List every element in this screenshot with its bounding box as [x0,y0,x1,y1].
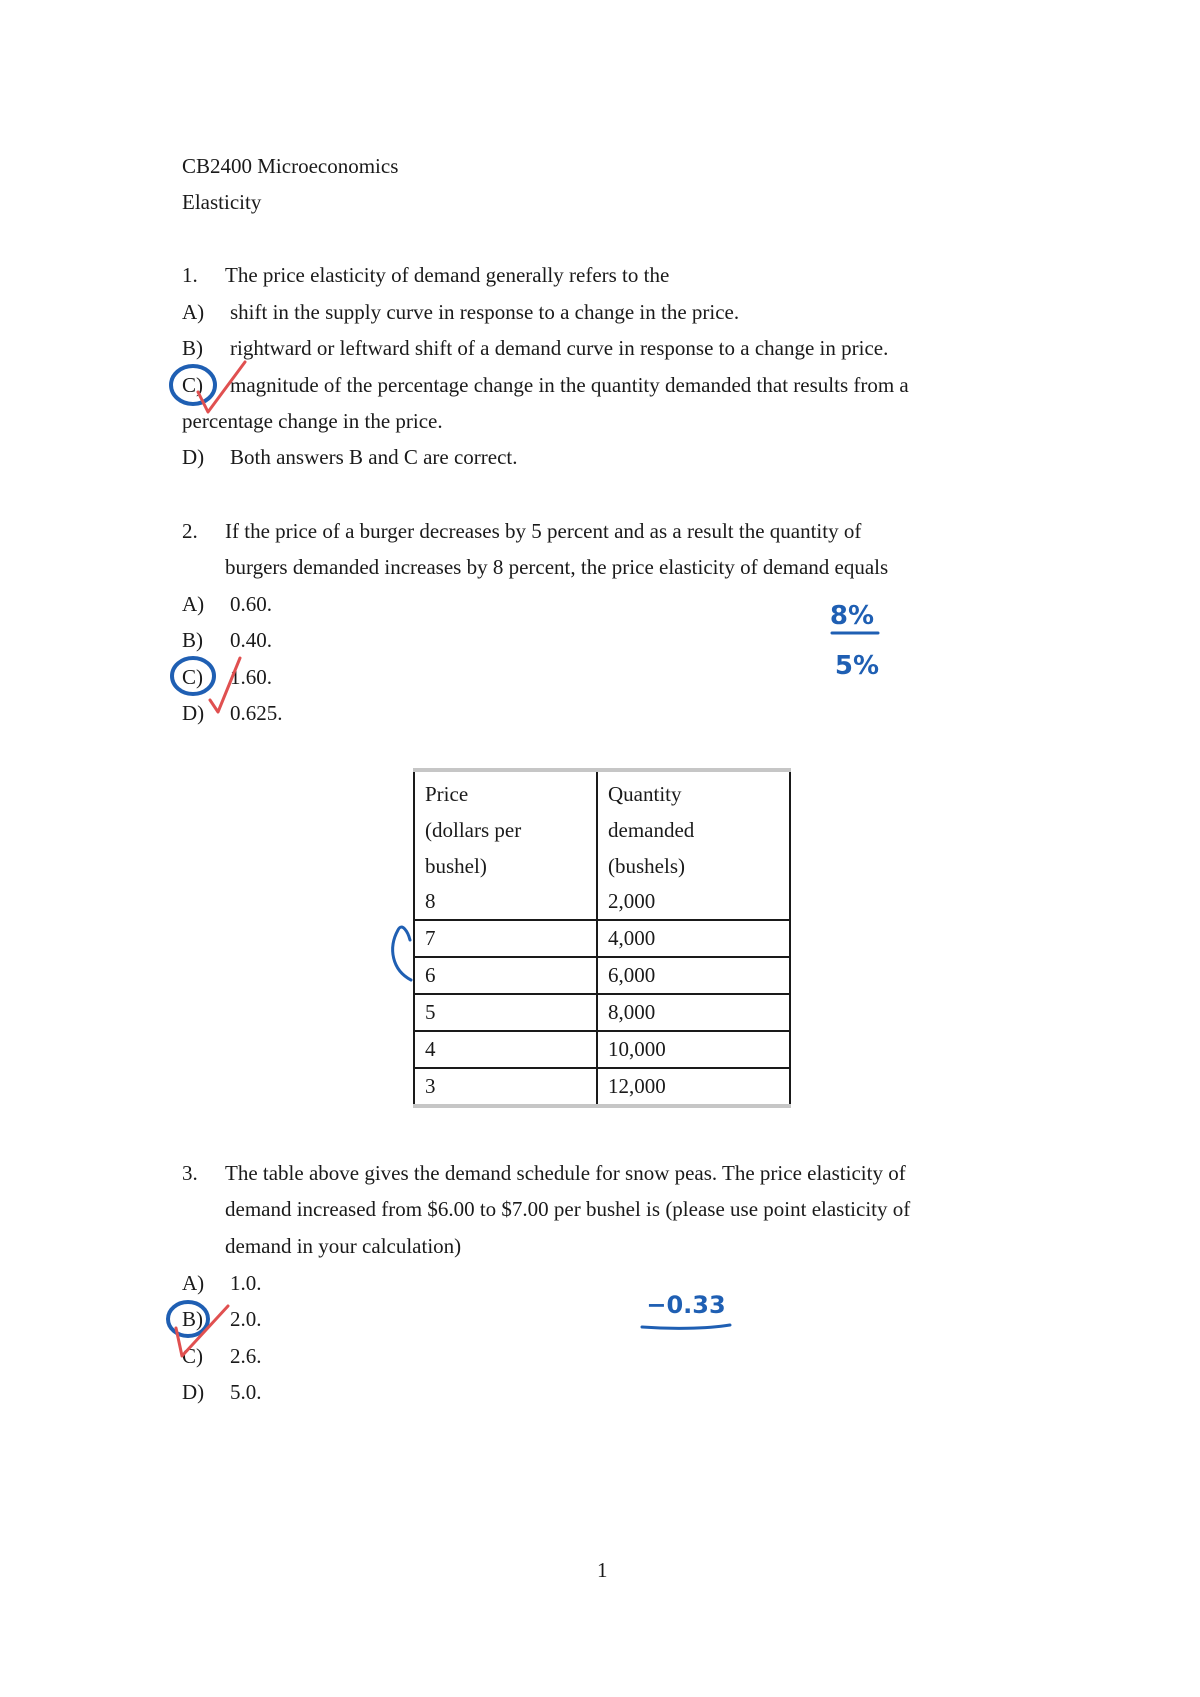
course-title: CB2400 Microeconomics [182,154,399,178]
q3-option-d-letter: D) [182,1380,205,1404]
q1-option-a-letter: A) [182,300,205,324]
q1-option-c-text: magnitude of the percentage change in the quantity demanded that results from a [230,373,909,397]
q1-number: 1. [182,263,198,287]
table-row [414,1031,790,1068]
quantity-cell: 12,000 [597,1068,790,1106]
table-row [414,884,790,920]
table-header-row [414,770,790,884]
quantity-header-line: (bushels) [608,854,685,878]
demand-schedule-table [413,768,791,1108]
q3-line-3: demand in your calculation) [225,1234,462,1258]
q2-option-b-text: 0.40. [230,628,272,652]
q2-option-b-letter: B) [182,628,203,652]
q3-option-c-letter: C) [182,1344,203,1368]
q3-option-d-text: 5.0. [230,1380,262,1404]
price-cell: 3 [414,1068,597,1106]
q3-option-b-letter: B) [182,1307,203,1331]
table-row [414,1068,790,1106]
q3-option-b-text: 2.0. [230,1307,262,1331]
q3-line-2: demand increased from $6.00 to $7.00 per bushel is (please use point elasticity of [225,1197,911,1221]
quantity-header-line: Quantity [608,782,682,806]
q2-option-c-letter: C) [182,665,203,689]
q3-number: 3. [182,1161,198,1185]
note-q3-result: −0.33 [646,1291,726,1319]
quantity-cell: 4,000 [597,920,790,957]
price-cell: 8 [414,884,597,920]
q1-option-b-letter: B) [182,336,203,360]
price-cell: 4 [414,1031,597,1068]
q2-option-d-text: 0.625. [230,701,283,725]
q3-option-a-text: 1.0. [230,1271,262,1295]
q2-option-a-letter: A) [182,592,205,616]
price-header-line: bushel) [425,854,487,878]
quantity-header [597,770,790,884]
q2-option-a-text: 0.60. [230,592,272,616]
price-header-line: (dollars per [425,818,522,842]
note-denominator: 5% [834,651,880,681]
q3-option-c-text: 2.6. [230,1344,262,1368]
q1-option-a-text: shift in the supply curve in response to a change in the price. [230,300,740,324]
price-cell: 6 [414,957,597,994]
price-cell: 7 [414,920,597,957]
q1-text: The price elasticity of demand generally refers to the [225,263,670,287]
table-row [414,920,790,957]
price-header-line: Price [425,782,469,806]
table-row [414,957,790,994]
q1-option-b-text: rightward or leftward shift of a demand curve in response to a change in price. [230,336,889,360]
table-row [414,994,790,1031]
q1-option-d-text: Both answers B and C are correct. [230,445,518,469]
q2-number: 2. [182,519,198,543]
q1-option-c-letter: C) [182,373,203,397]
price-cell: 5 [414,994,597,1031]
q2-option-c-text: 1.60. [230,665,272,689]
q3-line-1: The table above gives the demand schedule for snow peas. The price elasticity of [225,1161,906,1185]
quantity-cell: 10,000 [597,1031,790,1068]
q2-option-d-letter: D) [182,701,205,725]
quantity-cell: 6,000 [597,957,790,994]
quantity-header-line: demanded [608,818,695,842]
q3-option-a-letter: A) [182,1271,205,1295]
page-number: 1 [597,1558,608,1582]
curved-arrow-icon [393,927,411,980]
quantity-cell: 2,000 [597,884,790,920]
underline-icon [642,1325,730,1328]
q1-option-d-letter: D) [182,445,205,469]
price-header [414,770,597,884]
q1-option-c-continuation: percentage change in the price. [182,409,443,433]
quantity-cell: 8,000 [597,994,790,1031]
q2-line-1: If the price of a burger decreases by 5 percent and as a result the quantity of [225,519,862,543]
topic-title: Elasticity [182,190,262,214]
q2-line-2: burgers demanded increases by 8 percent, the price elasticity of demand equals [225,555,889,579]
note-numerator: 8% [829,601,875,631]
